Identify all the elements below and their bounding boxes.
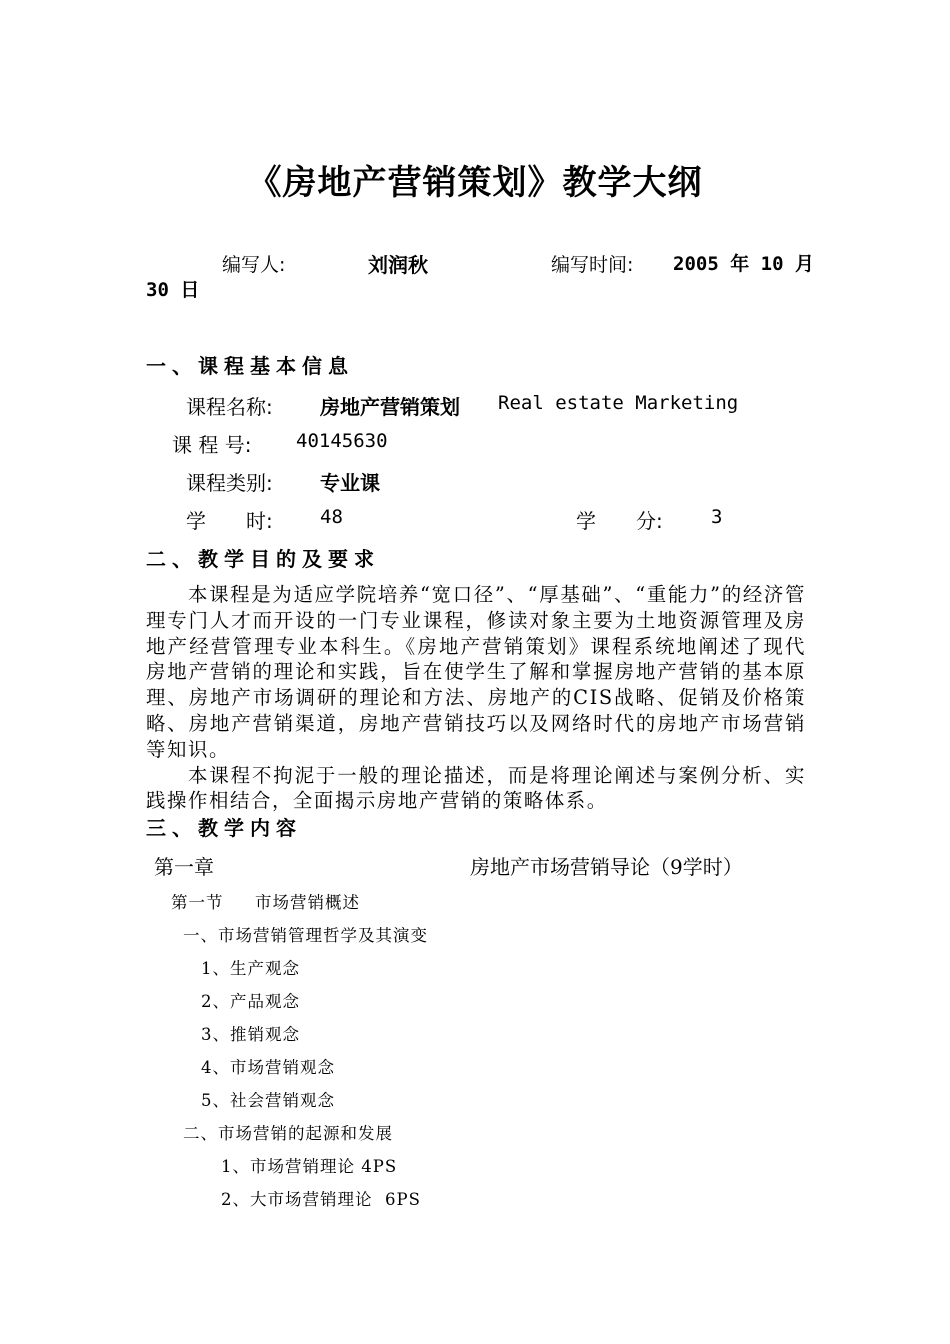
list-item: 4、市场营销观念 (201, 1058, 335, 1077)
date-line-2: 30 日 (146, 279, 200, 301)
chapter-title: 房地产市场营销导论（9学时） (470, 855, 743, 879)
objectives-body (146, 582, 806, 814)
chapter-label: 第一章 (154, 855, 214, 879)
list-item: 2、大市场营销理论 6PS (221, 1190, 421, 1209)
list-item: 2、产品观念 (201, 992, 300, 1011)
author-label: 编写人: (222, 254, 286, 276)
section-heading-basic-info: 一、课程基本信息 (146, 354, 354, 378)
course-name-label: 课程名称: (186, 395, 273, 419)
section-heading-content: 三、教学内容 (146, 816, 302, 840)
course-hours-label: 学 时: (186, 509, 273, 533)
course-hours: 48 (320, 506, 343, 528)
list-item: 1、市场营销理论 4PS (221, 1157, 398, 1176)
author-name: 刘润秋 (368, 253, 428, 277)
course-name-en: Real estate Marketing (498, 392, 739, 414)
section-heading-objectives: 二、教学目的及要求 (146, 547, 380, 571)
course-name-cn: 房地产营销策划 (320, 395, 460, 419)
document-title: 《房地产营销策划》教学大纲 (247, 163, 703, 203)
date-line-1: 2005 年 10 月 (673, 253, 814, 275)
objectives-paragraph-1: 本课程是为适应学院培养“宽口径”、“厚基础”、“重能力”的经济管理专门人才而开设的一门专业课程，修读对象主要为土地资源管理及房地产经营管理专业本科生。《房地产营销策划》课程系统地阐述了现代房地产营销的理论和实践，旨在使学生了解和掌握房地产营销的基本原理、房地产市场调研的理论和方法、房地产的CIS战略、促销及价格策略、房地产营销渠道，房地产营销技巧以及网络时代的房地产市场营销等知识。 (146, 583, 806, 761)
course-credit: 3 (711, 506, 723, 528)
list-item: 5、社会营销观念 (201, 1091, 335, 1110)
course-category: 专业课 (320, 471, 380, 495)
section-title: 市场营销概述 (255, 893, 360, 912)
course-credit-label: 学 分: (576, 509, 663, 533)
list-item: 1、生产观念 (201, 959, 300, 978)
time-label: 编写时间: (551, 254, 634, 276)
course-code-label: 课 程 号: (172, 433, 252, 457)
section-label: 第一节 (171, 893, 224, 912)
list-item: 3、推销观念 (201, 1025, 300, 1044)
subsection-1-title: 一、市场营销管理哲学及其演变 (183, 926, 428, 945)
objectives-paragraph-2: 本课程不拘泥于一般的理论描述，而是将理论阐述与案例分析、实践操作相结合，全面揭示房地产营销的策略体系。 (146, 763, 806, 813)
course-code: 40145630 (296, 430, 388, 452)
subsection-2-title: 二、市场营销的起源和发展 (183, 1124, 393, 1143)
course-category-label: 课程类别: (186, 471, 273, 495)
